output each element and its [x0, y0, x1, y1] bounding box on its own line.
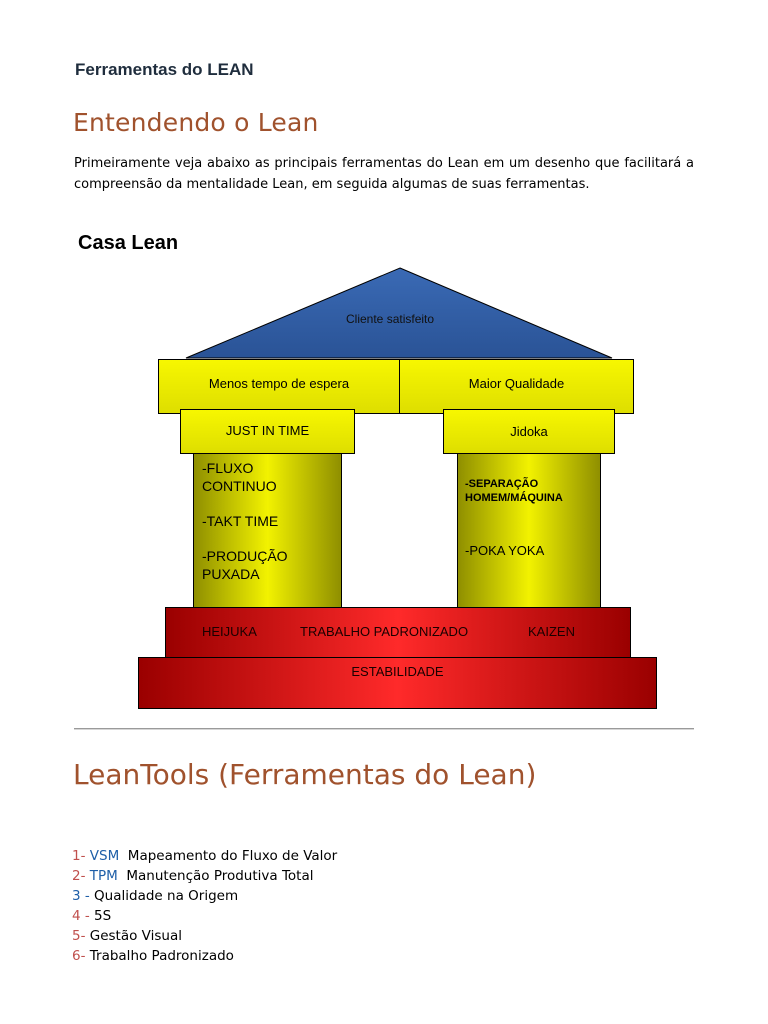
list-item: [72, 886, 337, 906]
list-item-number: 2-: [72, 868, 86, 884]
foundation: [165, 607, 631, 659]
base: [138, 657, 657, 709]
foundation-item-kaizen: KAIZEN: [528, 624, 575, 639]
base-label: ESTABILIDADE: [351, 664, 444, 679]
list-item-text: Mapeamento do Fluxo de Valor: [119, 848, 338, 864]
left-pillar-item1-line1: -FLUXO: [202, 460, 254, 476]
right-pillar-item1-line2: HOMEM/MÁQUINA: [465, 492, 563, 504]
document-title: Ferramentas do LEAN: [75, 60, 254, 79]
right-pillar: [457, 453, 601, 609]
left-pillar-item3-line1: -PRODUÇÃO: [202, 548, 288, 564]
list-item-text: Qualidade na Origem: [89, 888, 239, 904]
left-pillar-item1-line2: CONTINUO: [202, 478, 277, 494]
list-item-number: 1-: [72, 848, 86, 864]
list-item-text: Gestão Visual: [85, 928, 182, 944]
list-item-number: 3 -: [72, 888, 90, 904]
foundation-item-trabalho-padronizado: TRABALHO PADRONIZADO: [300, 624, 469, 639]
list-item: [72, 946, 337, 966]
list-item-text: Manutenção Produtiva Total: [117, 868, 314, 884]
left-pillar-item3-line2: PUXADA: [202, 566, 260, 582]
casa-lean-title: Casa Lean: [78, 232, 179, 254]
beam-left-label: Menos tempo de espera: [208, 376, 350, 391]
lean-tools-list: [72, 846, 337, 966]
beam-right-label: Maior Qualidade: [468, 376, 565, 391]
list-item-number: 6-: [72, 948, 86, 964]
left-pillar: [193, 453, 342, 609]
foundation-item-heijuka: HEIJUKA: [202, 624, 257, 639]
intro-paragraph: Primeiramente veja abaixo as principais ferramentas do Lean em um desenho que facilitará a compreensão da mentalidade Lean, em seguida algumas de suas ferramentas.: [74, 156, 694, 192]
left-pillar-item2: -TAKT TIME: [202, 513, 279, 529]
right-capital-label: Jidoka: [510, 424, 548, 439]
beam-right: [399, 359, 634, 414]
right-pillar-item1-line1: -SEPARAÇÃO: [465, 478, 539, 490]
right-pillar-item2: -POKA YOKA: [465, 543, 545, 558]
list-item: [72, 866, 337, 886]
left-capital: [180, 409, 355, 454]
beam-left: [158, 359, 400, 414]
section-heading-entendendo: Entendendo o Lean: [73, 108, 319, 137]
list-item-text: 5S: [89, 908, 112, 924]
list-item-number: 5-: [72, 928, 86, 944]
list-item: [72, 906, 337, 926]
list-item: [72, 926, 337, 946]
list-item-code: VSM: [85, 848, 120, 864]
roof-label: Cliente satisfeito: [346, 312, 435, 326]
section-heading-leantools: LeanTools (Ferramentas do Lean): [73, 758, 537, 791]
left-capital-label: JUST IN TIME: [225, 423, 310, 438]
list-item-number: 4 -: [72, 908, 90, 924]
list-item-text: Trabalho Padronizado: [85, 948, 234, 964]
list-item-code: TPM: [85, 868, 118, 884]
section-divider: [74, 728, 694, 730]
list-item: [72, 846, 337, 866]
right-capital: [443, 409, 615, 454]
